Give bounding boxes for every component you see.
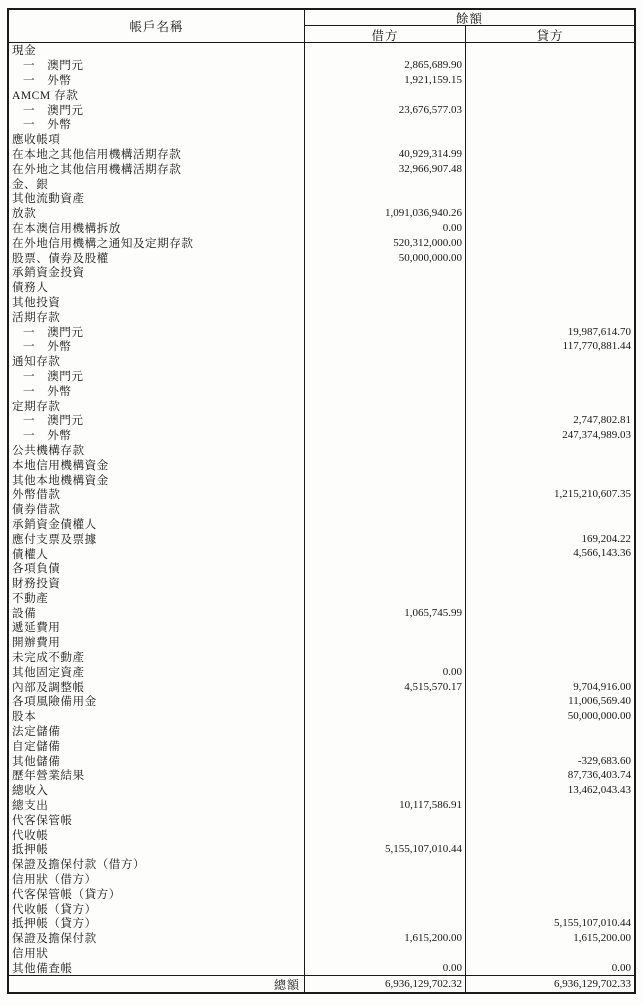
account-name: 一 外幣 xyxy=(9,339,305,354)
debit-value xyxy=(305,87,466,102)
account-name: 一 澳門元 xyxy=(9,413,305,428)
debit-value xyxy=(305,916,466,931)
debit-value xyxy=(305,265,466,280)
debit-value xyxy=(305,517,466,532)
table-row xyxy=(9,398,634,413)
debit-value xyxy=(305,369,466,384)
table-row xyxy=(9,694,634,709)
credit-value: 87,736,403.74 xyxy=(567,769,631,782)
account-name: 代客保管帳 xyxy=(9,812,305,827)
account-name: 活期存款 xyxy=(9,309,305,324)
debit-value: 10,117,586.91 xyxy=(305,798,466,813)
debit-value: 23,676,577.03 xyxy=(305,102,466,117)
debit-value xyxy=(305,487,466,502)
credit-value xyxy=(466,472,634,487)
account-name: 在本澳信用機構拆放 xyxy=(9,221,305,236)
credit-value: 2,747,802.81 xyxy=(573,414,631,427)
credit-value xyxy=(466,117,634,132)
credit-value xyxy=(466,724,634,739)
debit-value xyxy=(305,886,466,901)
table-row xyxy=(9,812,634,827)
credit-value xyxy=(466,664,634,679)
account-name: 內部及調整帳 xyxy=(9,679,305,694)
debit-value: 1,615,200.00 xyxy=(305,931,466,946)
account-name: 在外地信用機構之通知及定期存款 xyxy=(9,235,305,250)
account-name: 法定儲備 xyxy=(9,724,305,739)
table-row xyxy=(9,487,634,502)
table-row xyxy=(9,531,634,546)
credit-value xyxy=(466,206,634,221)
account-name: 外幣借款 xyxy=(9,487,305,502)
credit-value xyxy=(466,605,634,620)
credit-value xyxy=(466,265,634,280)
credit-value xyxy=(466,872,634,887)
debit-value xyxy=(305,620,466,635)
account-name: 代客保管帳（貸方） xyxy=(9,886,305,901)
debit-value xyxy=(305,812,466,827)
account-name: 遞延費用 xyxy=(9,620,305,635)
table-row xyxy=(9,235,634,250)
credit-value xyxy=(466,827,634,842)
table-row xyxy=(9,339,634,354)
debit-value xyxy=(305,472,466,487)
account-name: 信用狀（借方） xyxy=(9,872,305,887)
table-row xyxy=(9,309,634,324)
table-row xyxy=(9,369,634,384)
account-name: 在外地之其他信用機構活期存款 xyxy=(9,161,305,176)
table-row xyxy=(9,546,634,561)
credit-value: 11,006,569.40 xyxy=(568,695,631,708)
table-row xyxy=(9,620,634,635)
credit-value xyxy=(466,309,634,324)
credit-value: 19,987,614.70 xyxy=(567,325,631,338)
debit-value: 50,000,000.00 xyxy=(305,250,466,265)
credit-value xyxy=(466,620,634,635)
table-row xyxy=(9,280,634,295)
table-row xyxy=(9,857,634,872)
debit-value xyxy=(305,354,466,369)
debit-value: 1,091,036,940.26 xyxy=(305,206,466,221)
account-name: 其他本地機構資金 xyxy=(9,472,305,487)
credit-value xyxy=(466,235,634,250)
credit-value xyxy=(466,901,634,916)
debit-value: 32,966,907.48 xyxy=(305,161,466,176)
table-row xyxy=(9,931,634,946)
total-debit-value: 6,936,129,702.32 xyxy=(305,976,466,992)
debit-value xyxy=(305,295,466,310)
credit-value: -329,683.60 xyxy=(577,754,631,767)
debit-value xyxy=(305,946,466,961)
debit-value xyxy=(305,339,466,354)
header-balance-group xyxy=(305,10,634,42)
table-row xyxy=(9,383,634,398)
credit-value xyxy=(466,161,634,176)
table-row xyxy=(9,191,634,206)
account-name: 歷年營業結果 xyxy=(9,768,305,783)
account-name: 一 外幣 xyxy=(9,428,305,443)
account-name: 一 外幣 xyxy=(9,383,305,398)
debit-value xyxy=(305,43,466,58)
table-row xyxy=(9,842,634,857)
credit-value: 1,615,200.00 xyxy=(573,932,631,945)
header-debit: 借方 xyxy=(305,26,466,44)
account-name: 各項負債 xyxy=(9,561,305,576)
credit-value: 169,204.22 xyxy=(581,532,631,545)
debit-value xyxy=(305,561,466,576)
debit-value xyxy=(305,132,466,147)
debit-value xyxy=(305,635,466,650)
credit-value xyxy=(466,102,634,117)
account-name: 自定儲備 xyxy=(9,738,305,753)
account-name: 保證及擔保付款 xyxy=(9,931,305,946)
table-row xyxy=(9,679,634,694)
debit-value: 0.00 xyxy=(305,664,466,679)
table-row xyxy=(9,709,634,724)
debit-value xyxy=(305,324,466,339)
table-row xyxy=(9,768,634,783)
table-row xyxy=(9,916,634,931)
account-name: 應付支票及票據 xyxy=(9,531,305,546)
table-row xyxy=(9,472,634,487)
credit-value xyxy=(466,812,634,827)
table-row xyxy=(9,798,634,813)
debit-value xyxy=(305,398,466,413)
table-row xyxy=(9,43,634,58)
debit-value xyxy=(305,724,466,739)
account-name: 其他備查帳 xyxy=(9,960,305,975)
credit-value xyxy=(466,857,634,872)
table-row xyxy=(9,87,634,102)
account-name: 本地信用機構資金 xyxy=(9,457,305,472)
credit-value xyxy=(466,369,634,384)
table-row xyxy=(9,354,634,369)
debit-value xyxy=(305,546,466,561)
table-row xyxy=(9,221,634,236)
total-label: 總額 xyxy=(9,976,305,992)
credit-value xyxy=(466,576,634,591)
table-row xyxy=(9,960,634,975)
account-name: 其他儲備 xyxy=(9,753,305,768)
table-row xyxy=(9,324,634,339)
debit-value xyxy=(305,443,466,458)
account-name: 在本地之其他信用機構活期存款 xyxy=(9,147,305,162)
table-row xyxy=(9,590,634,605)
table-row xyxy=(9,502,634,517)
account-name: 股本 xyxy=(9,709,305,724)
credit-value xyxy=(466,517,634,532)
credit-value xyxy=(466,147,634,162)
credit-value xyxy=(466,398,634,413)
account-name: 總收入 xyxy=(9,783,305,798)
table-row xyxy=(9,827,634,842)
credit-value xyxy=(466,221,634,236)
debit-value xyxy=(305,590,466,605)
account-name: 債券借款 xyxy=(9,502,305,517)
table-row xyxy=(9,161,634,176)
account-name: 放款 xyxy=(9,206,305,221)
table-row xyxy=(9,724,634,739)
debit-value: 5,155,107,010.44 xyxy=(305,842,466,857)
debit-value xyxy=(305,753,466,768)
debit-value xyxy=(305,191,466,206)
header-balance-columns xyxy=(305,26,634,44)
table-row xyxy=(9,886,634,901)
header-account-name: 帳戶名稱 xyxy=(9,10,305,42)
credit-value xyxy=(466,738,634,753)
account-name: 承銷資金債權人 xyxy=(9,517,305,532)
table-row xyxy=(9,946,634,961)
account-name: 代收帳（貸方） xyxy=(9,901,305,916)
trial-balance-table xyxy=(7,8,636,994)
debit-value xyxy=(305,309,466,324)
credit-value xyxy=(466,946,634,961)
credit-value xyxy=(466,73,634,88)
table-row xyxy=(9,295,634,310)
credit-value: 5,155,107,010.44 xyxy=(554,917,631,930)
credit-value: 4,566,143.36 xyxy=(573,547,631,560)
credit-value xyxy=(466,798,634,813)
account-name: 信用狀 xyxy=(9,946,305,961)
debit-value xyxy=(305,383,466,398)
credit-value: 9,704,916.00 xyxy=(573,680,631,693)
table-row xyxy=(9,58,634,73)
credit-value xyxy=(466,354,634,369)
table-row xyxy=(9,73,634,88)
debit-value xyxy=(305,531,466,546)
debit-value xyxy=(305,413,466,428)
debit-value: 0.00 xyxy=(305,221,466,236)
credit-value xyxy=(466,561,634,576)
account-name: 定期存款 xyxy=(9,398,305,413)
credit-value xyxy=(466,443,634,458)
table-row xyxy=(9,117,634,132)
account-name: 不動產 xyxy=(9,590,305,605)
debit-value: 1,921,159.15 xyxy=(305,73,466,88)
table-header xyxy=(9,10,634,43)
account-name: 承銷資金投資 xyxy=(9,265,305,280)
credit-value xyxy=(466,87,634,102)
table-row xyxy=(9,102,634,117)
account-name: 通知存款 xyxy=(9,354,305,369)
credit-value: 1,215,210,607.35 xyxy=(554,488,631,501)
account-name: 金、銀 xyxy=(9,176,305,191)
debit-value: 520,312,000.00 xyxy=(305,235,466,250)
account-name: 其他流動資產 xyxy=(9,191,305,206)
account-name: 抵押帳 xyxy=(9,842,305,857)
table-row xyxy=(9,413,634,428)
table-row xyxy=(9,250,634,265)
table-row xyxy=(9,147,634,162)
credit-value xyxy=(466,176,634,191)
table-row xyxy=(9,206,634,221)
credit-value xyxy=(466,590,634,605)
account-name: 代收帳 xyxy=(9,827,305,842)
account-name: AMCM 存款 xyxy=(9,87,305,102)
account-name: 保證及擔保付款（借方） xyxy=(9,857,305,872)
account-name: 設備 xyxy=(9,605,305,620)
credit-value xyxy=(466,58,634,73)
credit-value: 117,770,881.44 xyxy=(562,340,631,353)
table-row xyxy=(9,132,634,147)
table-row xyxy=(9,753,634,768)
table-row xyxy=(9,576,634,591)
header-balance: 餘額 xyxy=(305,10,634,26)
credit-value xyxy=(466,635,634,650)
credit-value: 247,374,989.03 xyxy=(562,429,631,442)
table-row xyxy=(9,650,634,665)
debit-value xyxy=(305,117,466,132)
debit-value xyxy=(305,576,466,591)
debit-value xyxy=(305,176,466,191)
table-row xyxy=(9,176,634,191)
table-row xyxy=(9,443,634,458)
credit-value xyxy=(466,43,634,58)
table-row xyxy=(9,872,634,887)
account-name: 應收帳項 xyxy=(9,132,305,147)
account-name: 債務人 xyxy=(9,280,305,295)
account-name: 其他固定資產 xyxy=(9,664,305,679)
header-credit: 貸方 xyxy=(536,29,564,43)
debit-value xyxy=(305,901,466,916)
table-row xyxy=(9,783,634,798)
debit-value xyxy=(305,280,466,295)
account-name: 一 外幣 xyxy=(9,117,305,132)
credit-value xyxy=(466,132,634,147)
table-row xyxy=(9,605,634,620)
credit-value xyxy=(466,295,634,310)
credit-value xyxy=(466,502,634,517)
table-row xyxy=(9,901,634,916)
credit-value xyxy=(466,457,634,472)
table-body xyxy=(9,43,634,975)
table-row xyxy=(9,517,634,532)
table-row xyxy=(9,664,634,679)
account-name: 股票、債券及股權 xyxy=(9,250,305,265)
account-name: 各項風險備用金 xyxy=(9,694,305,709)
table-row xyxy=(9,457,634,472)
credit-value xyxy=(466,650,634,665)
account-name: 未完成不動產 xyxy=(9,650,305,665)
credit-value xyxy=(466,250,634,265)
account-name: 現金 xyxy=(9,43,305,58)
credit-value: 0.00 xyxy=(611,961,631,974)
account-name: 一 外幣 xyxy=(9,73,305,88)
table-row xyxy=(9,635,634,650)
debit-value xyxy=(305,738,466,753)
account-name: 一 澳門元 xyxy=(9,324,305,339)
debit-value: 40,929,314.99 xyxy=(305,147,466,162)
table-row xyxy=(9,561,634,576)
account-name: 債權人 xyxy=(9,546,305,561)
credit-value xyxy=(466,383,634,398)
table-row xyxy=(9,265,634,280)
debit-value: 2,865,689.90 xyxy=(305,58,466,73)
account-name: 抵押帳（貸方） xyxy=(9,916,305,931)
debit-value xyxy=(305,502,466,517)
total-row xyxy=(9,975,634,992)
debit-value: 4,515,570.17 xyxy=(305,679,466,694)
debit-value xyxy=(305,872,466,887)
account-name: 一 澳門元 xyxy=(9,102,305,117)
debit-value xyxy=(305,457,466,472)
total-credit-value: 6,936,129,702.33 xyxy=(554,978,631,991)
debit-value xyxy=(305,857,466,872)
account-name: 公共機構存款 xyxy=(9,443,305,458)
table-row xyxy=(9,738,634,753)
debit-value xyxy=(305,827,466,842)
debit-value: 0.00 xyxy=(305,960,466,975)
account-name: 總支出 xyxy=(9,798,305,813)
debit-value xyxy=(305,694,466,709)
credit-value xyxy=(466,280,634,295)
credit-value xyxy=(466,842,634,857)
debit-value xyxy=(305,428,466,443)
credit-value: 13,462,043.43 xyxy=(567,784,631,797)
account-name: 開辦費用 xyxy=(9,635,305,650)
account-name: 其他投資 xyxy=(9,295,305,310)
debit-value xyxy=(305,783,466,798)
debit-value xyxy=(305,709,466,724)
table-row xyxy=(9,428,634,443)
credit-value: 50,000,000.00 xyxy=(567,710,631,723)
account-name: 一 澳門元 xyxy=(9,58,305,73)
debit-value: 1,065,745.99 xyxy=(305,605,466,620)
debit-value xyxy=(305,650,466,665)
account-name: 一 澳門元 xyxy=(9,369,305,384)
credit-value xyxy=(466,191,634,206)
account-name: 財務投資 xyxy=(9,576,305,591)
credit-value xyxy=(466,886,634,901)
debit-value xyxy=(305,768,466,783)
